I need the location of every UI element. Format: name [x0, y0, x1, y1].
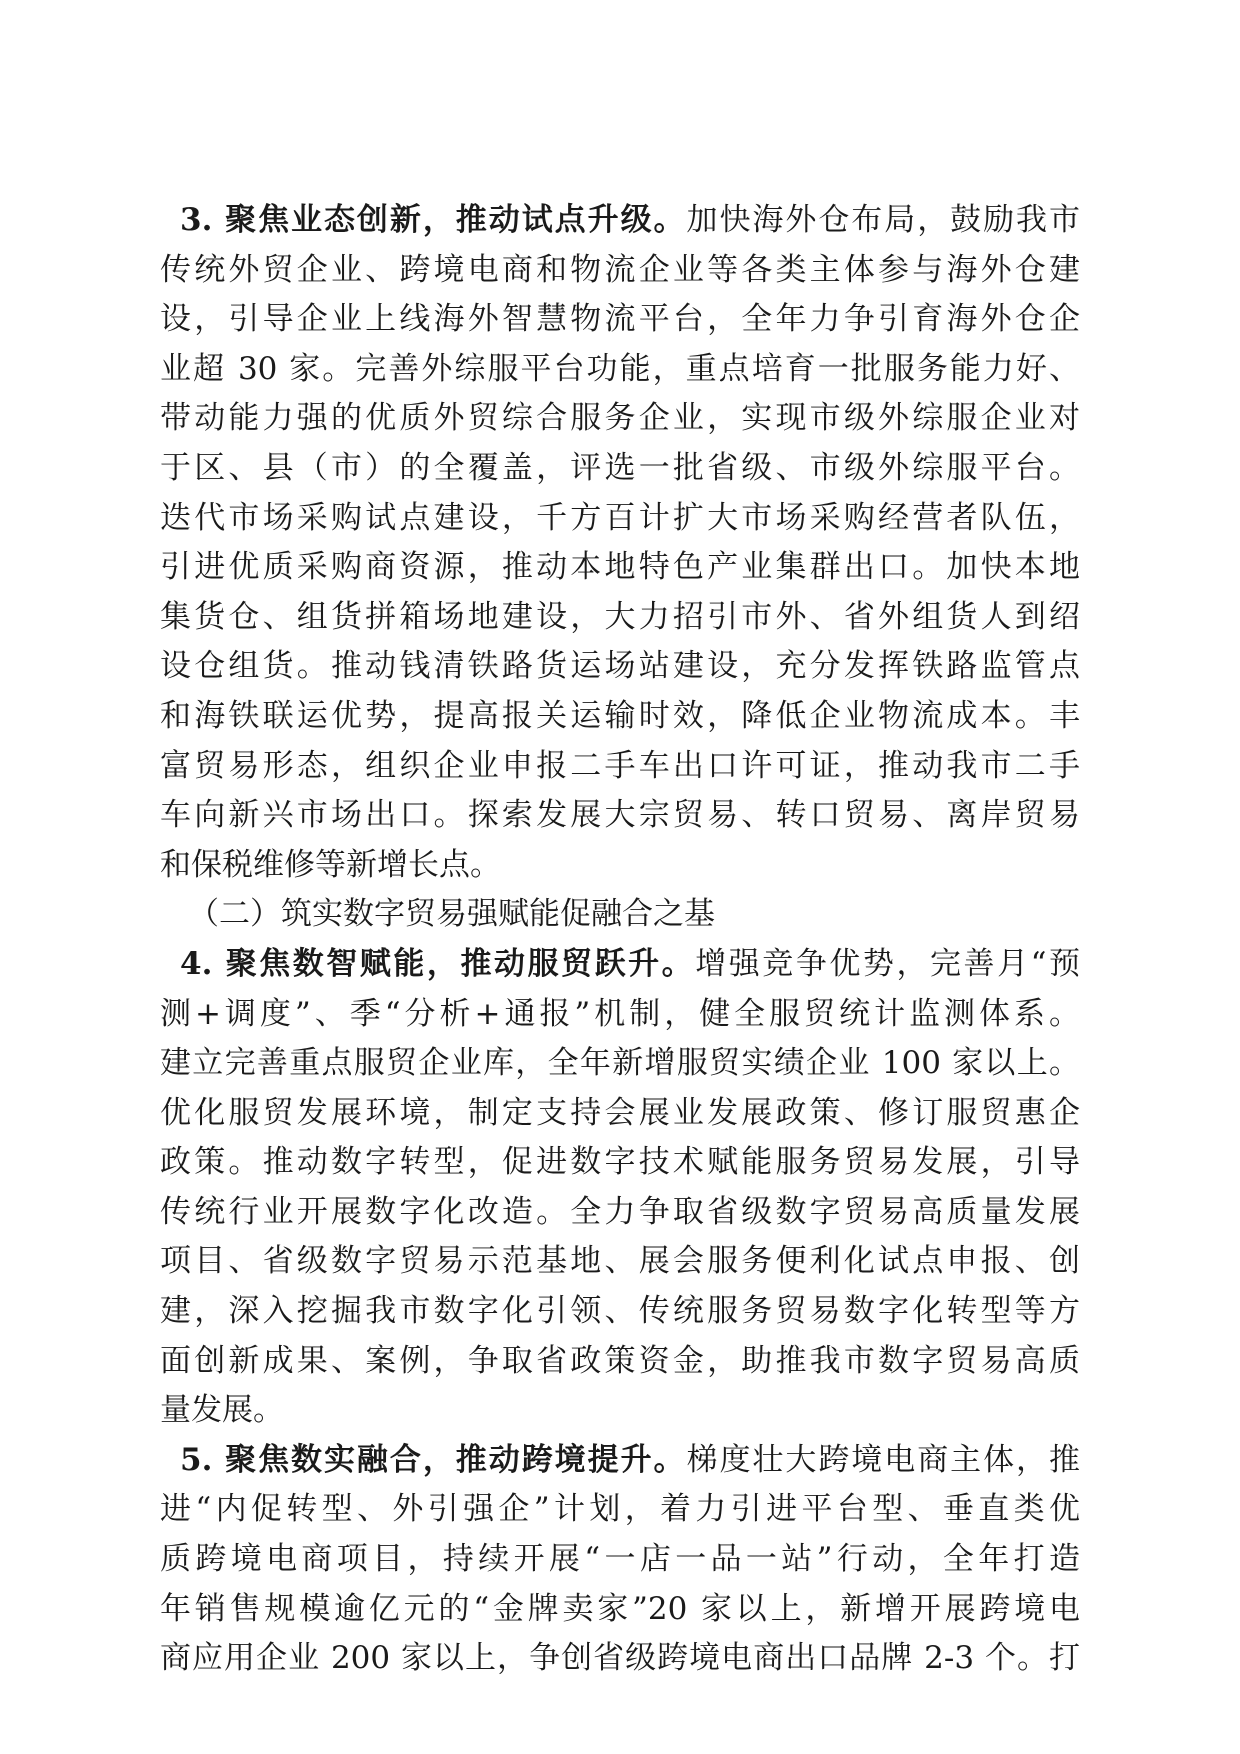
paragraph-4-line: 建立完善重点服贸企业库，全年新增服贸实绩企业 100 家以上。 — [160, 1045, 1080, 1082]
paragraph-4-line: 测+调度”、季“分析+通报”机制，健全服贸统计监测体系。 — [160, 995, 1080, 1032]
paragraph-3-line: 传统外贸企业、跨境电商和物流企业等各类主体参与海外仓建 — [160, 251, 1080, 288]
paragraph-4-line: 传统行业开展数字化改造。全力争取省级数字贸易高质量发展 — [160, 1193, 1080, 1230]
paragraph-4-line: 量发展。 — [160, 1392, 284, 1429]
paragraph-3-line: 于区、县（市）的全覆盖，评选一批省级、市级外综服平台。 — [160, 449, 1080, 486]
paragraph-5-line: 质跨境电商项目，持续开展“一店一品一站”行动，全年打造 — [160, 1541, 1080, 1578]
paragraph-3-line-1: 3. 聚焦业态创新，推动试点升级。加快海外仓布局，鼓励我市 — [180, 202, 1081, 238]
paragraph-5-line: 进“内促转型、外引强企”计划，着力引进平台型、垂直类优 — [160, 1491, 1080, 1528]
paragraph-3-line: 和海铁联运优势，提高报关运输时效，降低企业物流成本。丰 — [160, 697, 1080, 734]
paragraph-3-line: 和保税维修等新增长点。 — [160, 846, 501, 883]
section-title: （二）筑实数字贸易强赋能促融合之基 — [188, 896, 715, 933]
paragraph-3-line: 集货仓、组货拼箱场地建设，大力招引市外、省外组货人到绍 — [160, 598, 1080, 635]
paragraph-3-line: 富贸易形态，组织企业申报二手车出口许可证，推动我市二手 — [160, 747, 1080, 784]
document-body — [160, 196, 1080, 1684]
paragraph-5-line: 年销售规模逾亿元的“金牌卖家”20 家以上，新增开展跨境电 — [160, 1590, 1080, 1627]
paragraph-3-line: 设仓组货。推动钱清铁路货运场站建设，充分发挥铁路监管点 — [160, 648, 1080, 685]
paragraph-4-heading: 4. 聚焦数智赋能，推动服贸跃升。 — [180, 945, 696, 982]
paragraph-3-heading: 3. 聚焦业态创新，推动试点升级。 — [180, 202, 687, 238]
paragraph-4-line: 政策。推动数字转型，促进数字技术赋能服务贸易发展，引导 — [160, 1144, 1080, 1181]
paragraph-4-line: 面创新成果、案例，争取省政策资金，助推我市数字贸易高质 — [160, 1342, 1080, 1379]
paragraph-3-line: 带动能力强的优质外贸综合服务企业，实现市级外综服企业对 — [160, 400, 1080, 437]
paragraph-3-line: 业超 30 家。完善外综服平台功能，重点培育一批服务能力好、 — [160, 350, 1080, 387]
paragraph-3-line: 迭代市场采购试点建设，千方百计扩大市场采购经营者队伍， — [160, 499, 1080, 536]
paragraph-4-line-1: 4. 聚焦数智赋能，推动服贸跃升。增强竞争优势，完善月“预 — [180, 945, 1080, 982]
paragraph-4-line: 优化服贸发展环境，制定支持会展业发展政策、修订服贸惠企 — [160, 1094, 1080, 1131]
paragraph-5-heading: 5. 聚焦数实融合，推动跨境提升。 — [180, 1441, 687, 1478]
paragraph-4-line: 项目、省级数字贸易示范基地、展会服务便利化试点申报、创 — [160, 1243, 1080, 1280]
paragraph-5-line-1: 5. 聚焦数实融合，推动跨境提升。梯度壮大跨境电商主体，推 — [180, 1441, 1081, 1478]
paragraph-3-line: 设，引导企业上线海外智慧物流平台，全年力争引育海外仓企 — [160, 301, 1080, 338]
paragraph-3-line: 引进优质采购商资源，推动本地特色产业集群出口。加快本地 — [160, 549, 1080, 586]
paragraph-4-line: 建，深入挖掘我市数字化引领、传统服务贸易数字化转型等方 — [160, 1293, 1080, 1330]
paragraph-3-line: 车向新兴市场出口。探索发展大宗贸易、转口贸易、离岸贸易 — [160, 797, 1080, 834]
paragraph-5-line: 商应用企业 200 家以上，争创省级跨境电商出口品牌 2-3 个。打 — [160, 1640, 1080, 1677]
